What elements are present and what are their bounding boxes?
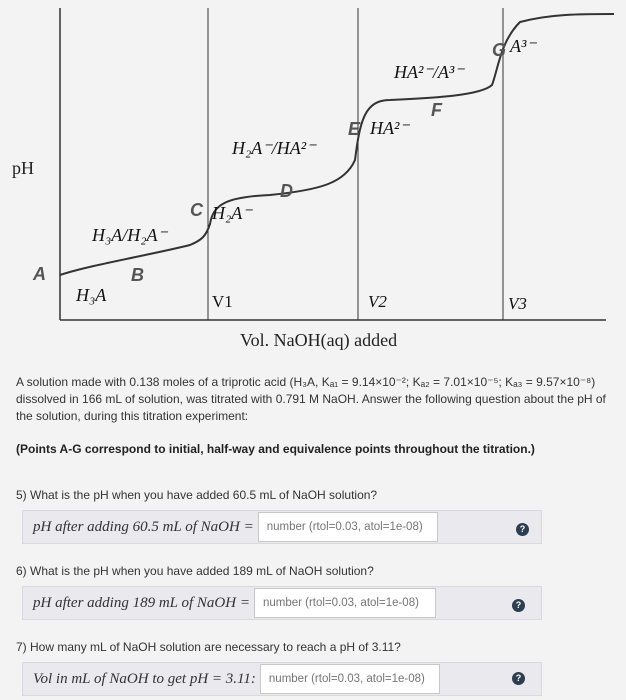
point-label-e: E [348, 119, 361, 139]
answer-input-7[interactable] [260, 664, 440, 694]
species-h2a: H₂A⁻ [212, 203, 252, 223]
answer-label-7: Vol in mL of NaOH to get pH = 3.11: [33, 670, 256, 687]
species-ha: HA²⁻ [370, 118, 409, 138]
tick-label-v3: V3 [508, 294, 527, 313]
help-icon[interactable]: ? [512, 599, 525, 612]
help-icon[interactable]: ? [512, 672, 525, 685]
answer-input-6[interactable] [254, 588, 436, 618]
point-label-f: F [431, 100, 442, 120]
species-ha-a: HA²⁻/A³⁻ [394, 62, 464, 82]
help-icon[interactable]: ? [516, 523, 529, 536]
point-label-d: D [280, 181, 293, 201]
answer-label-6: pH after adding 189 mL of NaOH = [33, 594, 250, 611]
answer-row-7 [22, 662, 542, 696]
point-label-g: G [492, 40, 507, 60]
point-label-c: C [190, 200, 203, 220]
question-7: 7) How many mL of NaOH solution are necessary to reach a pH of 3.11? [16, 640, 401, 654]
tick-label-v1: V1 [212, 292, 233, 311]
species-h3a-h2a: H₃A/H₂A⁻ [92, 225, 168, 245]
x-axis-label: Vol. NaOH(aq) added [240, 330, 398, 350]
answer-row-6 [22, 586, 542, 620]
question-6: 6) What is the pH when you have added 189 mL of NaOH solution? [16, 564, 374, 578]
point-label-a: A [33, 264, 46, 284]
points-note: (Points A-G correspond to initial, half-way and equivalence points throughout the titration.) [16, 442, 535, 456]
species-h3a: H₃A [76, 285, 107, 305]
answer-row-5 [22, 510, 542, 544]
y-axis-label: pH [12, 158, 34, 178]
tick-label-v2: V2 [368, 292, 387, 311]
problem-description: A solution made with 0.138 moles of a triprotic acid (H₃A, Kₐ₁ = 9.14×10⁻²; Kₐ₂ = 7.01×10⁻⁵; Kₐ₃ = 9.57×10⁻⁸) dissolved in 166 mL of solution, was titrated with 0.791 M NaOH. Answer the following question about the pH of the solution, during this titration experiment: [16, 375, 606, 423]
answer-input-5[interactable] [258, 512, 438, 542]
answer-label-5: pH after adding 60.5 mL of NaOH = [33, 518, 254, 535]
species-h2a-ha: H₂A⁻/HA²⁻ [232, 138, 316, 158]
species-a: A³⁻ [510, 36, 536, 56]
point-label-b: B [131, 265, 144, 285]
question-5: 5) What is the pH when you have added 60.5 mL of NaOH solution? [16, 488, 378, 502]
